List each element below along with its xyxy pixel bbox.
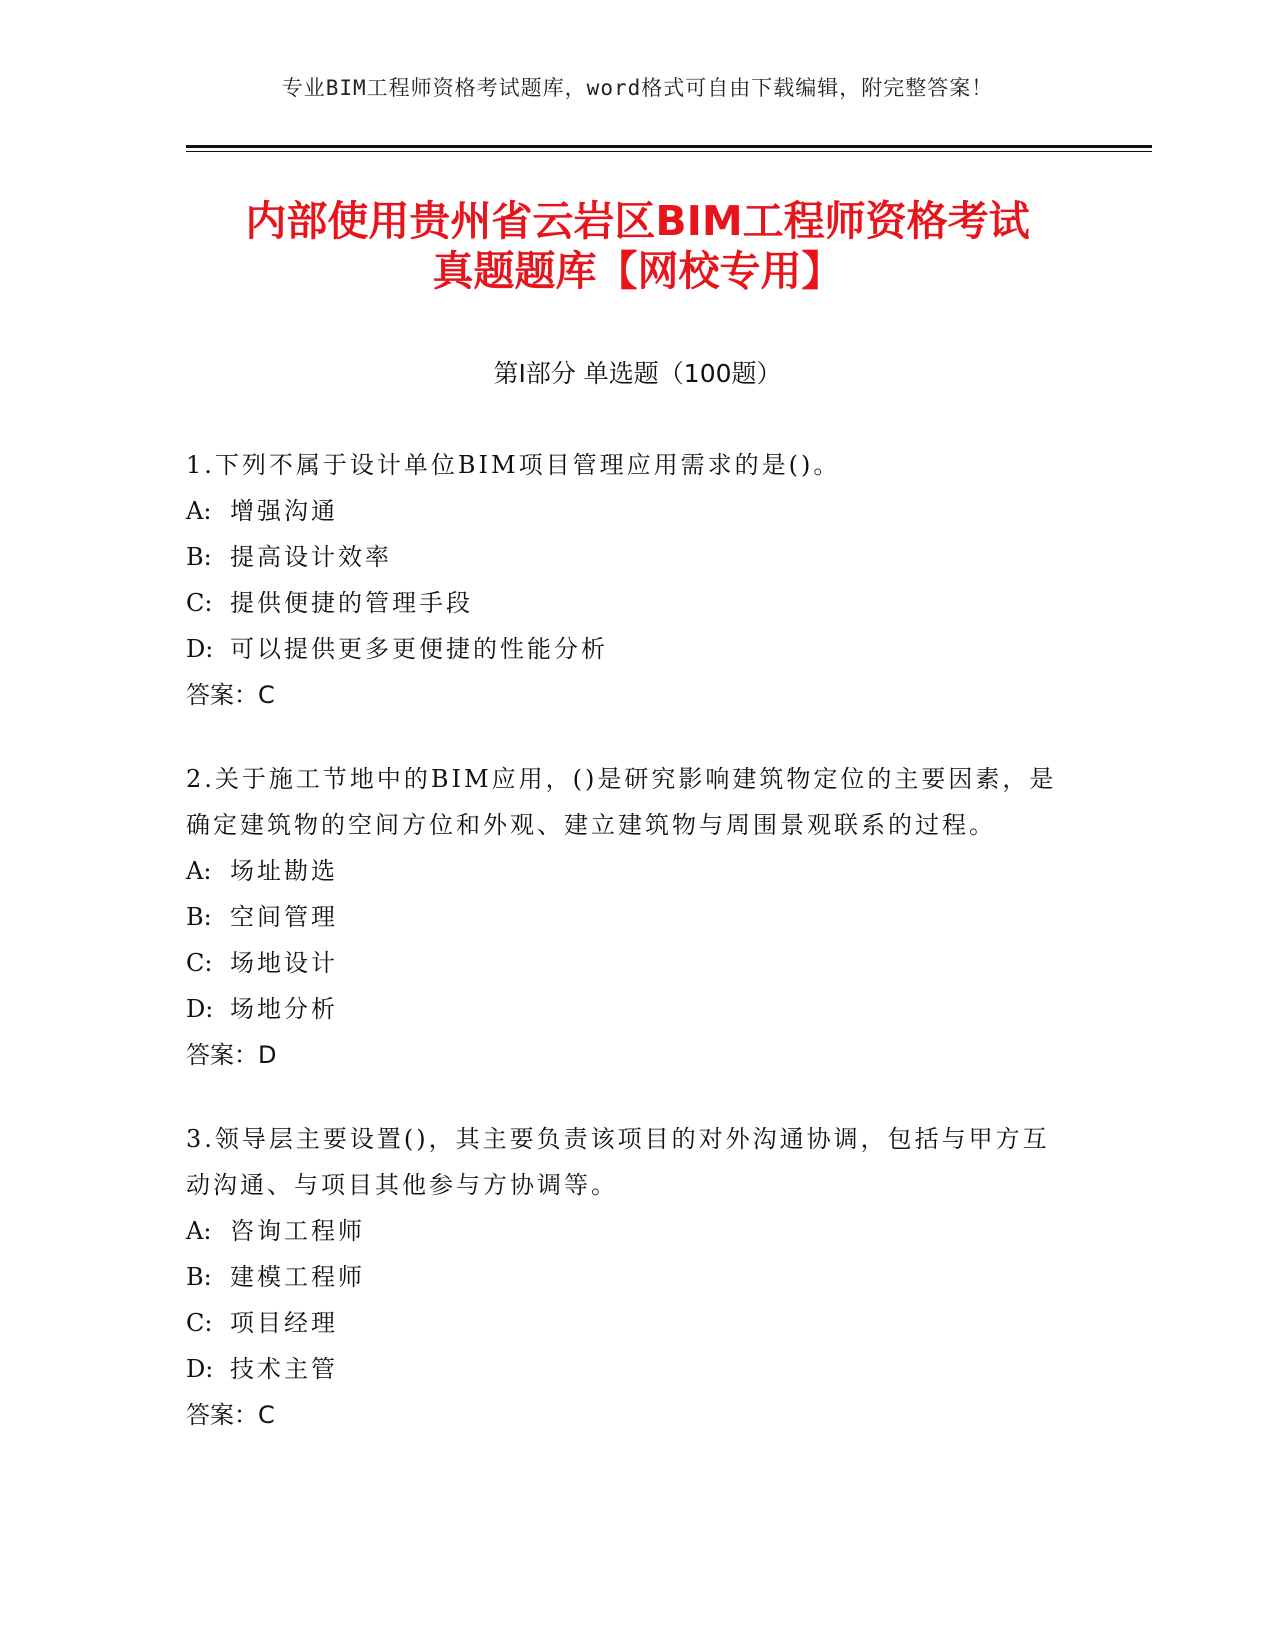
answer: 答案：C [186, 681, 275, 709]
option-d [186, 1346, 1066, 1392]
option-key: C: [186, 1309, 213, 1337]
question-3 [186, 1116, 1066, 1438]
option-text: 项目经理 [230, 1309, 338, 1337]
option-text: 场址勘选 [230, 857, 338, 885]
option-key: D: [186, 995, 214, 1023]
option-key: B: [186, 543, 212, 571]
option-key: A: [186, 497, 212, 525]
option-d [186, 626, 1066, 672]
question-stem: 1.下列不属于设计单位BIM项目管理应用需求的是()。 [186, 451, 841, 479]
option-c [186, 940, 1066, 986]
header-rule-thick [186, 145, 1152, 148]
header-note: 专业BIM工程师资格考试题库，word格式可自由下载编辑，附完整答案！ [281, 76, 994, 100]
option-b [186, 534, 1066, 580]
question-stem: 3.领导层主要设置()，其主要负责该项目的对外沟通协调，包括与甲方互动沟通、与项目其他参与方协调等。 [186, 1125, 1050, 1199]
option-d [186, 986, 1066, 1032]
document-title-line-1: 内部使用贵州省云岩区BIM工程师资格考试 [245, 197, 1030, 245]
option-text: 场地设计 [230, 949, 338, 977]
option-key: C: [186, 589, 213, 617]
option-text: 技术主管 [230, 1355, 338, 1383]
option-key: B: [186, 903, 212, 931]
option-key: D: [186, 635, 214, 663]
option-c [186, 580, 1066, 626]
answer: 答案：C [186, 1401, 275, 1429]
option-a [186, 848, 1066, 894]
question-1 [186, 442, 1066, 718]
option-key: D: [186, 1355, 214, 1383]
option-text: 提供便捷的管理手段 [230, 589, 473, 617]
option-a [186, 488, 1066, 534]
option-text: 咨询工程师 [230, 1217, 365, 1245]
option-text: 提高设计效率 [230, 543, 392, 571]
option-text: 场地分析 [230, 995, 338, 1023]
question-stem: 2.关于施工节地中的BIM应用，()是研究影响建筑物定位的主要因素，是确定建筑物的空间方位和外观、建立建筑物与周围景观联系的过程。 [186, 765, 1057, 839]
option-text: 空间管理 [230, 903, 338, 931]
option-text: 增强沟通 [230, 497, 338, 525]
option-b [186, 1254, 1066, 1300]
answer: 答案：D [186, 1041, 277, 1069]
section-heading: 第Ⅰ部分 单选题（100题） [493, 359, 782, 388]
document-title [160, 196, 1115, 296]
option-c [186, 1300, 1066, 1346]
question-2 [186, 756, 1066, 1078]
option-b [186, 894, 1066, 940]
option-key: C: [186, 949, 213, 977]
option-text: 可以提供更多更便捷的性能分析 [230, 635, 608, 663]
option-a [186, 1208, 1066, 1254]
option-key: A: [186, 857, 212, 885]
option-key: B: [186, 1263, 212, 1291]
option-text: 建模工程师 [230, 1263, 365, 1291]
header-rule-thin [186, 151, 1152, 152]
option-key: A: [186, 1217, 212, 1245]
document-title-line-2: 真题题库【网校专用】 [432, 247, 843, 295]
question-list [186, 442, 1066, 1476]
